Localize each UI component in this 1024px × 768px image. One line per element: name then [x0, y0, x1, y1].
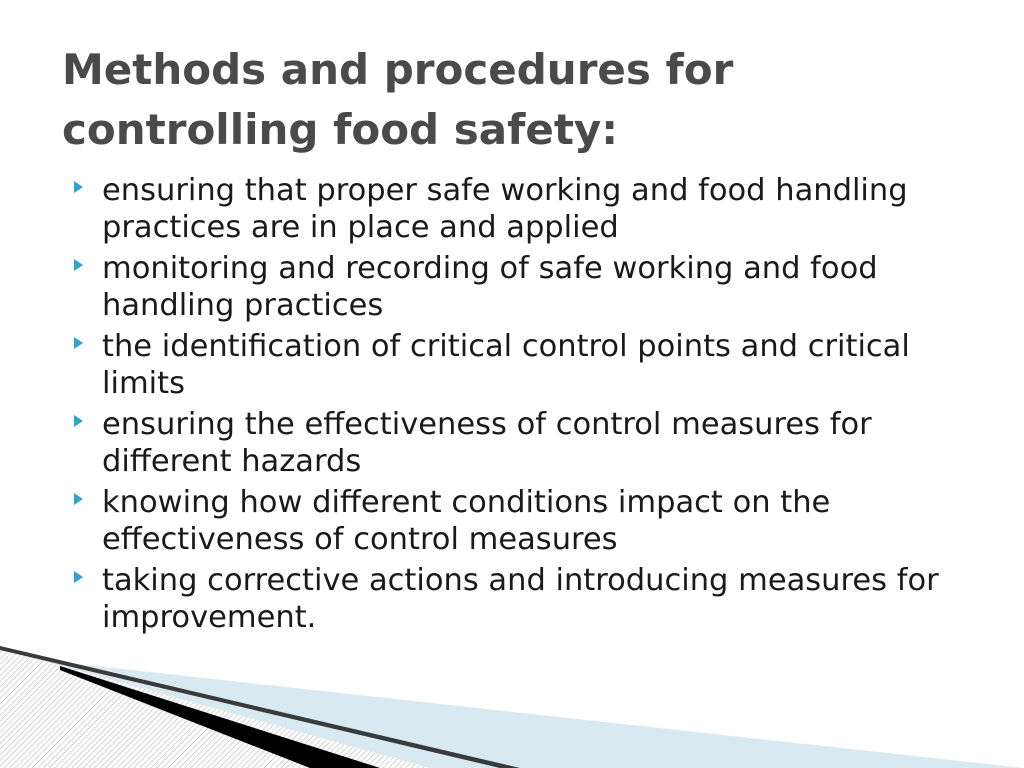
bullet-item: [72, 328, 972, 402]
bullet-item: [72, 172, 972, 246]
bullet-item: [72, 406, 972, 480]
bullet-text: ensuring that proper safe working and food handling practices are in place and applied: [102, 173, 908, 245]
bullet-text: taking corrective actions and introducing measures for improvement.: [102, 563, 939, 635]
bullet-text: ensuring the effectiveness of control measures for different hazards: [102, 407, 872, 479]
triangle-bullet-icon: [74, 337, 83, 349]
bullet-list: [72, 172, 972, 640]
bullet-text: monitoring and recording of safe working and food handling practices: [102, 251, 878, 323]
triangle-bullet-icon: [74, 259, 83, 271]
bottom-decoration: [0, 630, 1024, 768]
bullet-item: [72, 484, 972, 558]
triangle-bullet-icon: [74, 181, 83, 193]
bullet-text: knowing how different conditions impact on the effectiveness of control measures: [102, 485, 831, 557]
bullet-item: [72, 562, 972, 636]
triangle-bullet-icon: [74, 571, 83, 583]
bullet-item: [72, 250, 972, 324]
bullet-text: the identification of critical control points and critical limits: [102, 329, 910, 401]
triangle-bullet-icon: [74, 493, 83, 505]
slide-title: Methods and procedures for controlling food safety:: [62, 45, 734, 154]
triangle-bullet-icon: [74, 415, 83, 427]
